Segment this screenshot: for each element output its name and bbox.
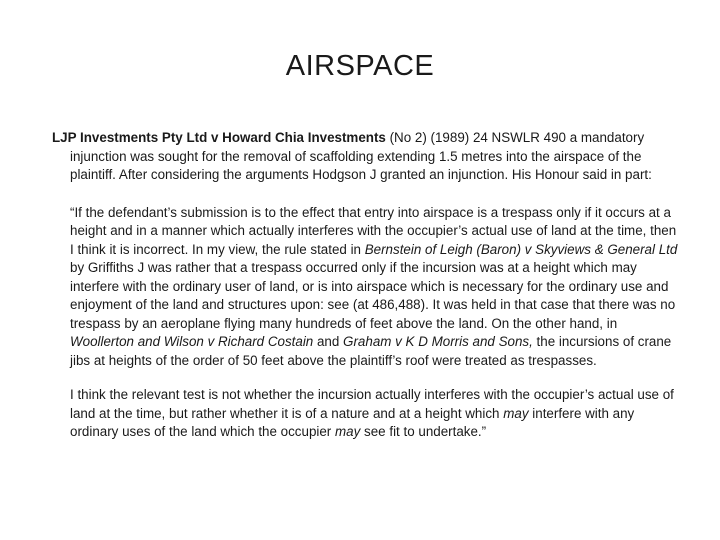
quote-text-2: by Griffiths J was rather that a trespass occurred only if the incursion was at a height which may interfere with the ordinary user of land, or is into airspace which is necessary for the ordinary use and enjoyment of the land and structures upon: see (at 486,488). It was held in that case that there was no trespass by an aeroplane flying many hundreds of feet above the land. On the other hand, in — [70, 260, 676, 331]
quote-text-1: “If the defendant’s submission is to the effect that entry into airspace is a trespass only if it occurs at a height and in a manner which actually interferes with the occupier’s actual use of land at the time, then I think it is incorrect. In my view, the rule stated in — [70, 204, 677, 257]
case-citation-graham: Graham v K D Morris and Sons, — [343, 334, 533, 349]
emphasis-may-1: may — [503, 405, 529, 421]
quote-paragraph-1 — [52, 204, 682, 371]
quote-paragraph-2 — [52, 386, 682, 442]
intro-text: (No 2) (1989) 24 NSWLR 490 a mandatory injunction was sought for the removal of scaffolding extending 1.5 metres into the airspace of the plaintiff. After considering the arguments Hodgson J granted an injunction. His Honour said in part: — [70, 130, 652, 182]
slide-body — [52, 129, 682, 442]
quote2-text-1: I think the relevant test is not whether the incursion actually interferes with the occupier’s actual use of land at the time, but rather whether it is of a nature and at a height which — [70, 387, 674, 421]
case-citation-woollerton: Woollerton and Wilson v Richard Costain — [70, 334, 314, 349]
slide-title: AIRSPACE — [285, 50, 435, 82]
emphasis-may-2: may — [335, 424, 361, 439]
quote-text-4: the incursions of crane jibs at heights of the order of 50 feet above the plaintiff’s roof were treated as trespasses. — [70, 334, 672, 368]
quote-text-3: and — [313, 334, 344, 349]
quote2-text-2: interfere with any ordinary uses of the land which the occupier — [70, 405, 635, 439]
intro-paragraph — [52, 129, 682, 185]
case-name: LJP Investments Pty Ltd v Howard Chia Investments — [52, 130, 386, 145]
case-citation-bernstein: Bernstein of Leigh (Baron) v Skyviews & General Ltd — [364, 241, 678, 257]
quote2-text-3: see fit to undertake.” — [360, 424, 487, 439]
